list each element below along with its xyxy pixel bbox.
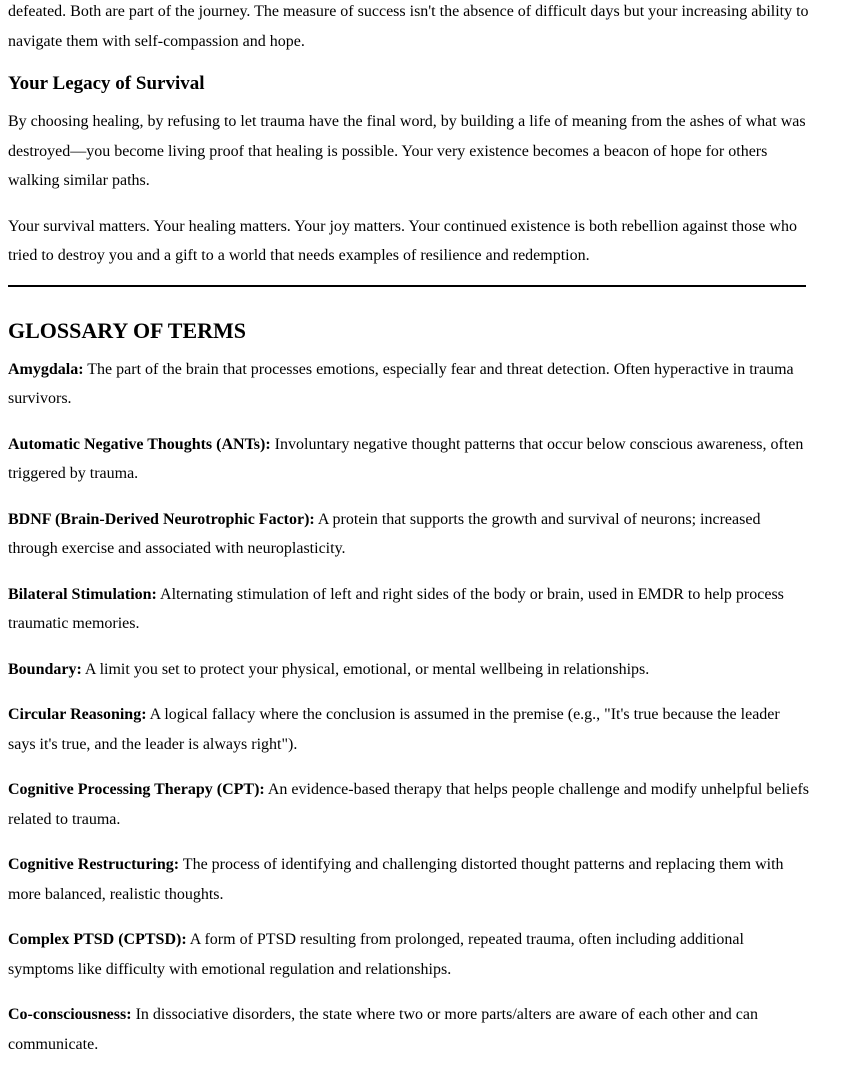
glossary-entry-boundary [8,655,810,685]
legacy-paragraph: By choosing healing, by refusing to let trauma have the final word, by building a life of meaning from the ashes of what was destroyed—you become living proof that healing is possible. Your very existence becomes a beacon of hope for others walking similar paths. [8,113,806,189]
glossary-entry-cpt [8,775,810,834]
glossary-definition: A protein that supports the growth and survival of neurons; increased through exercise and associated with neuroplasticity. [8,510,761,557]
glossary-entry-circular-reasoning [8,700,810,759]
glossary-term: Amygdala: [8,360,84,378]
glossary-entry-ants [8,430,810,489]
glossary-entry-cptsd [8,925,810,984]
glossary-entry-bdnf [8,505,810,564]
section-divider [8,285,806,287]
glossary-entry-bilateral-stimulation [8,580,810,639]
glossary-definition: A logical fallacy where the conclusion is assumed in the premise (e.g., "It's true because the leader says it's true, and the leader is always right"). [8,706,780,753]
glossary-entry-amygdala [8,355,810,414]
glossary-definition: Alternating stimulation of left and right sides of the body or brain, used in EMDR to help process traumatic memories. [8,585,784,632]
glossary-term: Cognitive Restructuring: [8,856,180,873]
document-page [8,0,810,1075]
glossary-term: Automatic Negative Thoughts (ANTs): [8,435,271,453]
legacy-heading: Your Legacy of Survival [8,73,205,94]
glossary-entry-co-consciousness [8,1000,810,1059]
glossary-term: Bilateral Stimulation: [8,585,157,603]
glossary-heading: GLOSSARY OF TERMS [8,317,247,343]
legacy-paragraph: Your survival matters. Your healing matters. Your joy matters. Your continued existence is both rebellion against those who tried to destroy you and a gift to a world that needs examples of resilience and redemption. [8,217,797,264]
glossary-definition: The process of identifying and challenging distorted thought patterns and replacing them with more balanced, realistic thoughts. [8,856,784,903]
glossary-entry-cognitive-restructuring [8,850,810,909]
intro-paragraph: defeated. Both are part of the journey. The measure of success isn't the absence of difficult days but your increasing ability to navigate them with self-compassion and hope. [8,3,809,50]
glossary-definition: A form of PTSD resulting from prolonged, repeated trauma, often including additional symptoms like difficulty with emotional regulation and relationships. [8,931,744,978]
glossary-definition: In dissociative disorders, the state where two or more parts/alters are aware of each other and can communicate. [8,1006,758,1053]
glossary-definition: An evidence-based therapy that helps people challenge and modify unhelpful beliefs related to trauma. [8,781,809,828]
glossary-definition: A limit you set to protect your physical, emotional, or mental wellbeing in relationships. [81,660,650,678]
glossary-term: Cognitive Processing Therapy (CPT): [8,781,265,798]
glossary-definition: The part of the brain that processes emotions, especially fear and threat detection. Often hyperactive in trauma survivors. [8,360,794,407]
glossary-term: BDNF (Brain-Derived Neurotrophic Factor): [8,510,315,528]
glossary-term: Complex PTSD (CPTSD): [8,931,187,948]
glossary-definition: Involuntary negative thought patterns that occur below conscious awareness, often triggered by trauma. [8,435,804,482]
glossary-term: Co-consciousness: [8,1006,132,1023]
glossary-term: Boundary: [8,660,82,678]
glossary-term: Circular Reasoning: [8,706,147,723]
